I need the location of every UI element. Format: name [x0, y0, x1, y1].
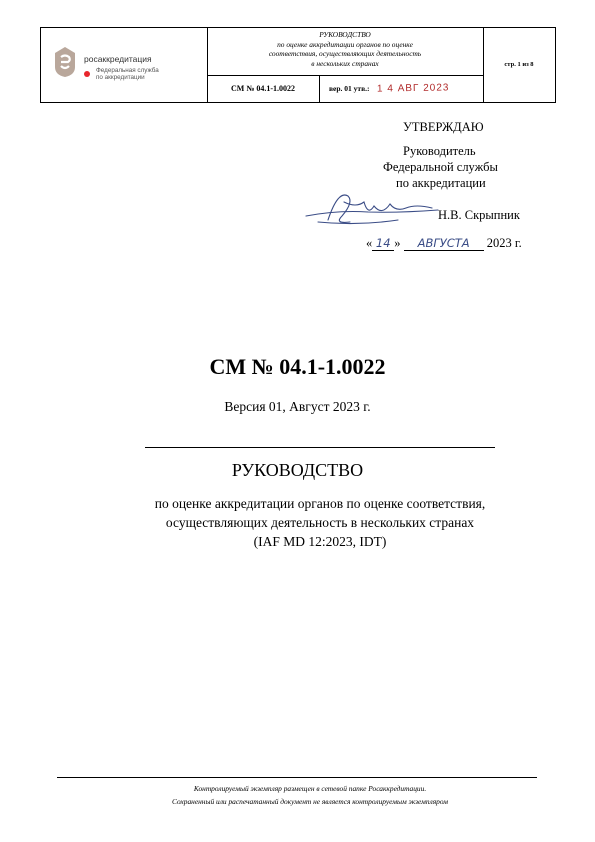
footer-line-1: Контролируемый экземпляр размещен в сетевой папке Росаккредитации. — [193, 784, 427, 793]
header-doc-number: СМ № 04.1-1.0022 — [207, 76, 320, 102]
header-title-cell — [207, 28, 484, 102]
document-header-table — [40, 27, 556, 103]
header-title-line-1: РУКОВОДСТВО — [319, 30, 371, 39]
header-logo-cell — [41, 28, 208, 102]
logo-subtitle-line-2: по аккредитации — [96, 74, 145, 81]
header-version — [319, 76, 483, 102]
header-title-line-2: по оценке аккредитации органов по оценке — [277, 39, 413, 49]
approval-line-2: Федеральной службы — [383, 160, 498, 174]
logo-dot-icon — [84, 71, 90, 77]
title-divider — [145, 447, 495, 448]
logo-name: росаккредитация — [84, 54, 152, 64]
document-subtitle-line-3: (IAF MD 12:2023, IDT) — [253, 534, 387, 549]
document-title: РУКОВОДСТВО — [231, 460, 364, 480]
footer-note — [0, 782, 595, 808]
date-year: 2023 г. — [486, 236, 522, 250]
logo-subtitle — [96, 67, 159, 81]
rosaccreditation-logo — [52, 45, 202, 85]
date-open-quote: « — [366, 236, 373, 250]
approval-heading: УТВЕРЖДАЮ — [403, 120, 484, 134]
header-title-line-3: соответствия, осуществляющих деятельность — [268, 49, 422, 58]
header-page-number: стр. 1 из 8 — [504, 61, 534, 68]
date-month: АВГУСТА — [404, 236, 484, 251]
header-version-label: вер. 01 утв.: — [329, 84, 370, 93]
signer-name: Н.В. Скрыпник — [438, 208, 520, 222]
document-code: СМ № 04.1-1.0022 — [209, 354, 386, 379]
date-day: 14 — [372, 236, 394, 251]
document-version: Версия 01, Август 2023 г. — [224, 399, 371, 414]
header-title-line-4: в нескольких странах — [311, 58, 379, 68]
date-close-quote: » — [394, 236, 401, 250]
handwritten-signature — [298, 182, 448, 244]
approval-date — [366, 236, 522, 251]
header-page-cell — [483, 28, 555, 102]
footer-divider — [57, 777, 537, 778]
approval-line-3: по аккредитации — [396, 176, 486, 190]
approval-line-1: Руководитель — [403, 144, 476, 158]
logo-subtitle-line-1: Федеральная служба — [96, 67, 159, 74]
logo-mark-icon — [52, 45, 78, 79]
document-subtitle-line-2: осуществляющих деятельность в нескольких странах — [165, 515, 475, 530]
document-subtitle-line-1: по оценке аккредитации органов по оценке соответствия, — [154, 496, 486, 511]
document-subtitle — [0, 494, 595, 551]
footer-line-2: Сохраненный или распечатанный документ не является контролируемым экземпляром — [171, 797, 449, 806]
header-title — [207, 28, 483, 76]
approval-date-stamp: 1 4 АВГ 2023 — [377, 82, 450, 95]
